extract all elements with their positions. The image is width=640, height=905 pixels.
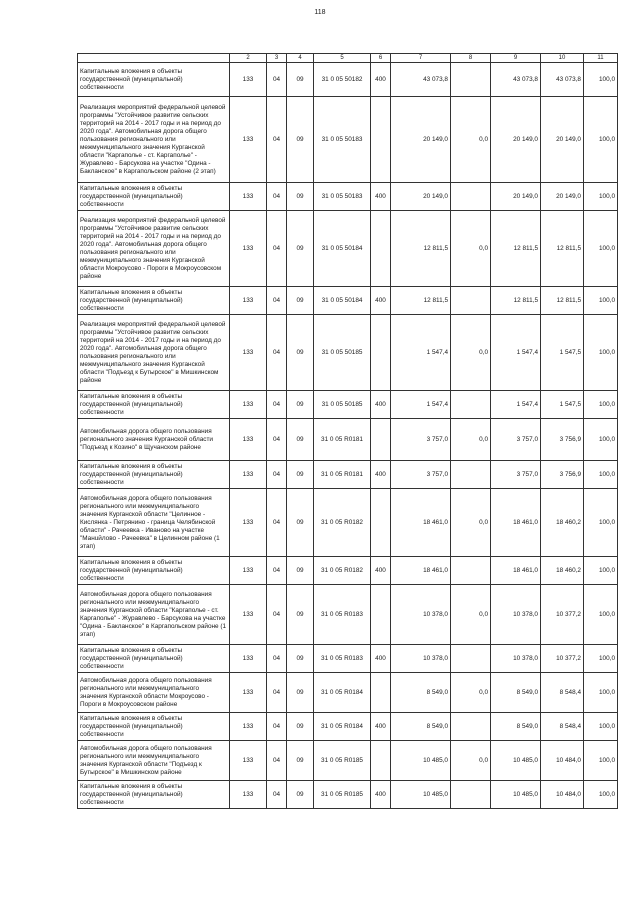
cell-c2: 133 (230, 781, 267, 809)
cell-c6: 400 (371, 645, 391, 673)
cell-c7: 12 811,5 (391, 211, 451, 287)
cell-c6: 400 (371, 461, 391, 489)
table-row (78, 211, 618, 287)
cell-c4: 09 (287, 645, 314, 673)
cell-c2: 133 (230, 645, 267, 673)
cell-c5: 31 0 05 50184 (314, 211, 371, 287)
cell-c11: 100,0 (584, 461, 618, 489)
cell-c10: 8 548,4 (541, 713, 584, 741)
row-name: Автомобильная дорога общего пользования регионального или межмуниципального значения Курганской области "Подъезд к Бутырское" в Мишкинском районе (78, 741, 230, 781)
cell-c5: 31 0 05 50183 (314, 97, 371, 183)
row-name: Капитальные вложения в объекты государственной (муниципальной) собственности (78, 781, 230, 809)
row-name: Капитальные вложения в объекты государственной (муниципальной) собственности (78, 287, 230, 315)
cell-c10: 10 377,2 (541, 645, 584, 673)
cell-c5: 31 0 05 R0182 (314, 489, 371, 557)
table-row (78, 461, 618, 489)
row-name: Капитальные вложения в объекты государственной (муниципальной) собственности (78, 557, 230, 585)
column-number: 3 (267, 54, 287, 63)
cell-c3: 04 (267, 211, 287, 287)
cell-c8: 0,0 (451, 741, 491, 781)
cell-c4: 09 (287, 183, 314, 211)
cell-c9: 10 378,0 (491, 585, 541, 645)
cell-c8: 0,0 (451, 585, 491, 645)
cell-c8: 0,0 (451, 211, 491, 287)
table-row (78, 391, 618, 419)
cell-c2: 133 (230, 673, 267, 713)
cell-c6 (371, 585, 391, 645)
row-name: Капитальные вложения в объекты государственной (муниципальной) собственности (78, 461, 230, 489)
cell-c9: 20 149,0 (491, 183, 541, 211)
row-name: Капитальные вложения в объекты государственной (муниципальной) собственности (78, 183, 230, 211)
table-row (78, 287, 618, 315)
row-name: Автомобильная дорога общего пользования регионального или межмуниципального значения Курганской области "Целинное - Кислянка - Петрянино - граница Челябинской области" - Рачеевка - Иваново на участке "Манuйлово - Рачеевка" в Целинном районе (1 этап) (78, 489, 230, 557)
cell-c11: 100,0 (584, 183, 618, 211)
cell-c4: 09 (287, 713, 314, 741)
cell-c9: 8 549,0 (491, 673, 541, 713)
cell-c2: 133 (230, 489, 267, 557)
column-number: 5 (314, 54, 371, 63)
column-number-row (78, 54, 618, 63)
cell-c4: 09 (287, 557, 314, 585)
cell-c9: 1 547,4 (491, 391, 541, 419)
table-row (78, 489, 618, 557)
cell-c3: 04 (267, 585, 287, 645)
cell-c4: 09 (287, 211, 314, 287)
cell-c11: 100,0 (584, 713, 618, 741)
cell-c10: 10 377,2 (541, 585, 584, 645)
cell-c6 (371, 211, 391, 287)
cell-c2: 133 (230, 315, 267, 391)
cell-c2: 133 (230, 557, 267, 585)
cell-c9: 3 757,0 (491, 419, 541, 461)
cell-c2: 133 (230, 713, 267, 741)
cell-c5: 31 0 05 R0181 (314, 419, 371, 461)
cell-c8: 0,0 (451, 315, 491, 391)
cell-c9: 1 547,4 (491, 315, 541, 391)
cell-c7: 18 461,0 (391, 489, 451, 557)
column-number: 7 (391, 54, 451, 63)
cell-c3: 04 (267, 63, 287, 97)
cell-c5: 31 0 05 R0182 (314, 557, 371, 585)
cell-c10: 20 149,0 (541, 183, 584, 211)
cell-c8: 0,0 (451, 97, 491, 183)
cell-c6: 400 (371, 713, 391, 741)
column-number: 6 (371, 54, 391, 63)
cell-c9: 8 549,0 (491, 713, 541, 741)
cell-c5: 31 0 05 R0181 (314, 461, 371, 489)
cell-c3: 04 (267, 557, 287, 585)
table-row (78, 97, 618, 183)
table-row (78, 315, 618, 391)
cell-c9: 12 811,5 (491, 211, 541, 287)
cell-c9: 43 073,8 (491, 63, 541, 97)
cell-c5: 31 0 05 50183 (314, 183, 371, 211)
cell-c10: 20 149,0 (541, 97, 584, 183)
cell-c3: 04 (267, 287, 287, 315)
cell-c2: 133 (230, 741, 267, 781)
cell-c7: 3 757,0 (391, 419, 451, 461)
cell-c10: 10 484,0 (541, 741, 584, 781)
cell-c9: 20 149,0 (491, 97, 541, 183)
cell-c5: 31 0 05 R0183 (314, 585, 371, 645)
cell-c8 (451, 713, 491, 741)
cell-c9: 10 378,0 (491, 645, 541, 673)
cell-c8 (451, 645, 491, 673)
cell-c7: 43 073,8 (391, 63, 451, 97)
cell-c10: 10 484,0 (541, 781, 584, 809)
cell-c7: 8 549,0 (391, 713, 451, 741)
cell-c4: 09 (287, 391, 314, 419)
cell-c10: 1 547,5 (541, 315, 584, 391)
cell-c3: 04 (267, 781, 287, 809)
cell-c5: 31 0 05 50184 (314, 287, 371, 315)
cell-c2: 133 (230, 419, 267, 461)
cell-c7: 3 757,0 (391, 461, 451, 489)
cell-c10: 12 811,5 (541, 287, 584, 315)
cell-c4: 09 (287, 419, 314, 461)
cell-c8: 0,0 (451, 673, 491, 713)
column-number: 11 (584, 54, 618, 63)
cell-c11: 100,0 (584, 287, 618, 315)
cell-c3: 04 (267, 183, 287, 211)
cell-c3: 04 (267, 489, 287, 557)
cell-c9: 10 485,0 (491, 741, 541, 781)
row-name: Автомобильная дорога общего пользования регионального или межмуниципального значения Курганской области "Каргаполье - ст. Каргаполье" - Журавлево - Барсукова на участке "Одина - Бакланское" в Каргапольском районе (1 этап) (78, 585, 230, 645)
row-name: Капитальные вложения в объекты государственной (муниципальной) собственности (78, 391, 230, 419)
cell-c4: 09 (287, 673, 314, 713)
cell-c7: 18 461,0 (391, 557, 451, 585)
row-name: Капитальные вложения в объекты государственной (муниципальной) собственности (78, 645, 230, 673)
cell-c11: 100,0 (584, 741, 618, 781)
cell-c3: 04 (267, 673, 287, 713)
cell-c10: 12 811,5 (541, 211, 584, 287)
cell-c4: 09 (287, 461, 314, 489)
cell-c4: 09 (287, 585, 314, 645)
cell-c6: 400 (371, 391, 391, 419)
cell-c2: 133 (230, 391, 267, 419)
cell-c5: 31 0 05 50185 (314, 391, 371, 419)
cell-c6: 400 (371, 183, 391, 211)
cell-c6 (371, 741, 391, 781)
cell-c11: 100,0 (584, 489, 618, 557)
cell-c2: 133 (230, 211, 267, 287)
cell-c5: 31 0 05 50185 (314, 315, 371, 391)
page-number: 118 (314, 9, 326, 16)
table-row (78, 419, 618, 461)
row-name: Капитальные вложения в объекты государственной (муниципальной) собственности (78, 713, 230, 741)
cell-c7: 10 378,0 (391, 645, 451, 673)
cell-c9: 12 811,5 (491, 287, 541, 315)
cell-c3: 04 (267, 97, 287, 183)
cell-c8: 0,0 (451, 419, 491, 461)
cell-c8 (451, 557, 491, 585)
cell-c11: 100,0 (584, 781, 618, 809)
cell-c7: 8 549,0 (391, 673, 451, 713)
table-row (78, 585, 618, 645)
table-row (78, 63, 618, 97)
cell-c10: 3 756,9 (541, 461, 584, 489)
table-row (78, 781, 618, 809)
cell-c6 (371, 97, 391, 183)
cell-c10: 1 547,5 (541, 391, 584, 419)
cell-c3: 04 (267, 461, 287, 489)
cell-c10: 8 548,4 (541, 673, 584, 713)
cell-c3: 04 (267, 391, 287, 419)
row-name: Реализация мероприятий федеральной целевой программы "Устойчивое развитие сельских территорий на 2014 - 2017 годы и на период до 2020 года". Автомобильная дорога общего пользования регионального или межмуниципального значения Курганской области "Каргаполье - ст. Каргаполье" - Журавлево - Барсукова на участке "Одина - Бакланское" в Каргапольском районе (2 этап) (78, 97, 230, 183)
table-row (78, 183, 618, 211)
cell-c6: 400 (371, 63, 391, 97)
cell-c7: 1 547,4 (391, 391, 451, 419)
cell-c9: 18 461,0 (491, 489, 541, 557)
cell-c5: 31 0 05 R0184 (314, 713, 371, 741)
column-number: 8 (451, 54, 491, 63)
column-number: 4 (287, 54, 314, 63)
cell-c6 (371, 419, 391, 461)
column-number (78, 54, 230, 63)
cell-c11: 100,0 (584, 97, 618, 183)
budget-table (77, 53, 618, 809)
cell-c5: 31 0 05 R0185 (314, 781, 371, 809)
column-number: 10 (541, 54, 584, 63)
column-number: 9 (491, 54, 541, 63)
table-row (78, 645, 618, 673)
cell-c4: 09 (287, 489, 314, 557)
cell-c10: 3 756,9 (541, 419, 584, 461)
cell-c11: 100,0 (584, 557, 618, 585)
cell-c4: 09 (287, 287, 314, 315)
table-row (78, 713, 618, 741)
cell-c8 (451, 287, 491, 315)
cell-c7: 10 485,0 (391, 741, 451, 781)
cell-c6: 400 (371, 557, 391, 585)
cell-c8 (451, 461, 491, 489)
cell-c11: 100,0 (584, 63, 618, 97)
cell-c5: 31 0 05 R0184 (314, 673, 371, 713)
cell-c4: 09 (287, 781, 314, 809)
cell-c11: 100,0 (584, 585, 618, 645)
cell-c10: 43 073,8 (541, 63, 584, 97)
cell-c3: 04 (267, 741, 287, 781)
table-row (78, 741, 618, 781)
cell-c6: 400 (371, 781, 391, 809)
table-row (78, 673, 618, 713)
cell-c11: 100,0 (584, 673, 618, 713)
cell-c8: 0,0 (451, 489, 491, 557)
cell-c7: 10 378,0 (391, 585, 451, 645)
cell-c6 (371, 315, 391, 391)
cell-c4: 09 (287, 741, 314, 781)
cell-c7: 10 485,0 (391, 781, 451, 809)
row-name: Автомобильная дорога общего пользования регионального или межмуниципального значения Курганской области Мокроусово - Пороги в Мокроусовском районе (78, 673, 230, 713)
cell-c11: 100,0 (584, 211, 618, 287)
cell-c8 (451, 183, 491, 211)
cell-c11: 100,0 (584, 391, 618, 419)
row-name: Реализация мероприятий федеральной целевой программы "Устойчивое развитие сельских территорий на 2014 - 2017 годы и на период до 2020 года". Автомобильная дорога общего пользования регионального или межмуниципального значения Курганской области "Подъезд к Бутырское" в Мишкинском районе (78, 315, 230, 391)
cell-c2: 133 (230, 461, 267, 489)
cell-c2: 133 (230, 585, 267, 645)
cell-c9: 3 757,0 (491, 461, 541, 489)
cell-c8 (451, 781, 491, 809)
cell-c8 (451, 391, 491, 419)
cell-c4: 09 (287, 315, 314, 391)
row-name: Автомобильная дорога общего пользования регионального значения Курганской области "Подъезд к Козино" в Щучанском районе (78, 419, 230, 461)
row-name: Реализация мероприятий федеральной целевой программы "Устойчивое развитие сельских территорий на 2014 - 2017 годы и на период до 2020 года". Автомобильная дорога общего пользования регионального или межмуниципального значения Курганской области Мокроусово - Пороги в Мокроусовском районе (78, 211, 230, 287)
cell-c7: 1 547,4 (391, 315, 451, 391)
cell-c2: 133 (230, 183, 267, 211)
cell-c2: 133 (230, 97, 267, 183)
cell-c11: 100,0 (584, 315, 618, 391)
cell-c6: 400 (371, 287, 391, 315)
row-name: Капитальные вложения в объекты государственной (муниципальной) собственности (78, 63, 230, 97)
cell-c10: 18 460,2 (541, 489, 584, 557)
cell-c4: 09 (287, 63, 314, 97)
cell-c7: 20 149,0 (391, 183, 451, 211)
cell-c7: 20 149,0 (391, 97, 451, 183)
cell-c2: 133 (230, 287, 267, 315)
cell-c6 (371, 673, 391, 713)
cell-c9: 18 461,0 (491, 557, 541, 585)
cell-c4: 09 (287, 97, 314, 183)
cell-c3: 04 (267, 713, 287, 741)
cell-c5: 31 0 05 50182 (314, 63, 371, 97)
cell-c3: 04 (267, 315, 287, 391)
cell-c10: 18 460,2 (541, 557, 584, 585)
cell-c5: 31 0 05 R0183 (314, 645, 371, 673)
cell-c3: 04 (267, 645, 287, 673)
cell-c11: 100,0 (584, 645, 618, 673)
cell-c9: 10 485,0 (491, 781, 541, 809)
cell-c7: 12 811,5 (391, 287, 451, 315)
cell-c8 (451, 63, 491, 97)
cell-c2: 133 (230, 63, 267, 97)
cell-c3: 04 (267, 419, 287, 461)
cell-c6 (371, 489, 391, 557)
table-row (78, 557, 618, 585)
cell-c11: 100,0 (584, 419, 618, 461)
column-number: 2 (230, 54, 267, 63)
cell-c5: 31 0 05 R0185 (314, 741, 371, 781)
